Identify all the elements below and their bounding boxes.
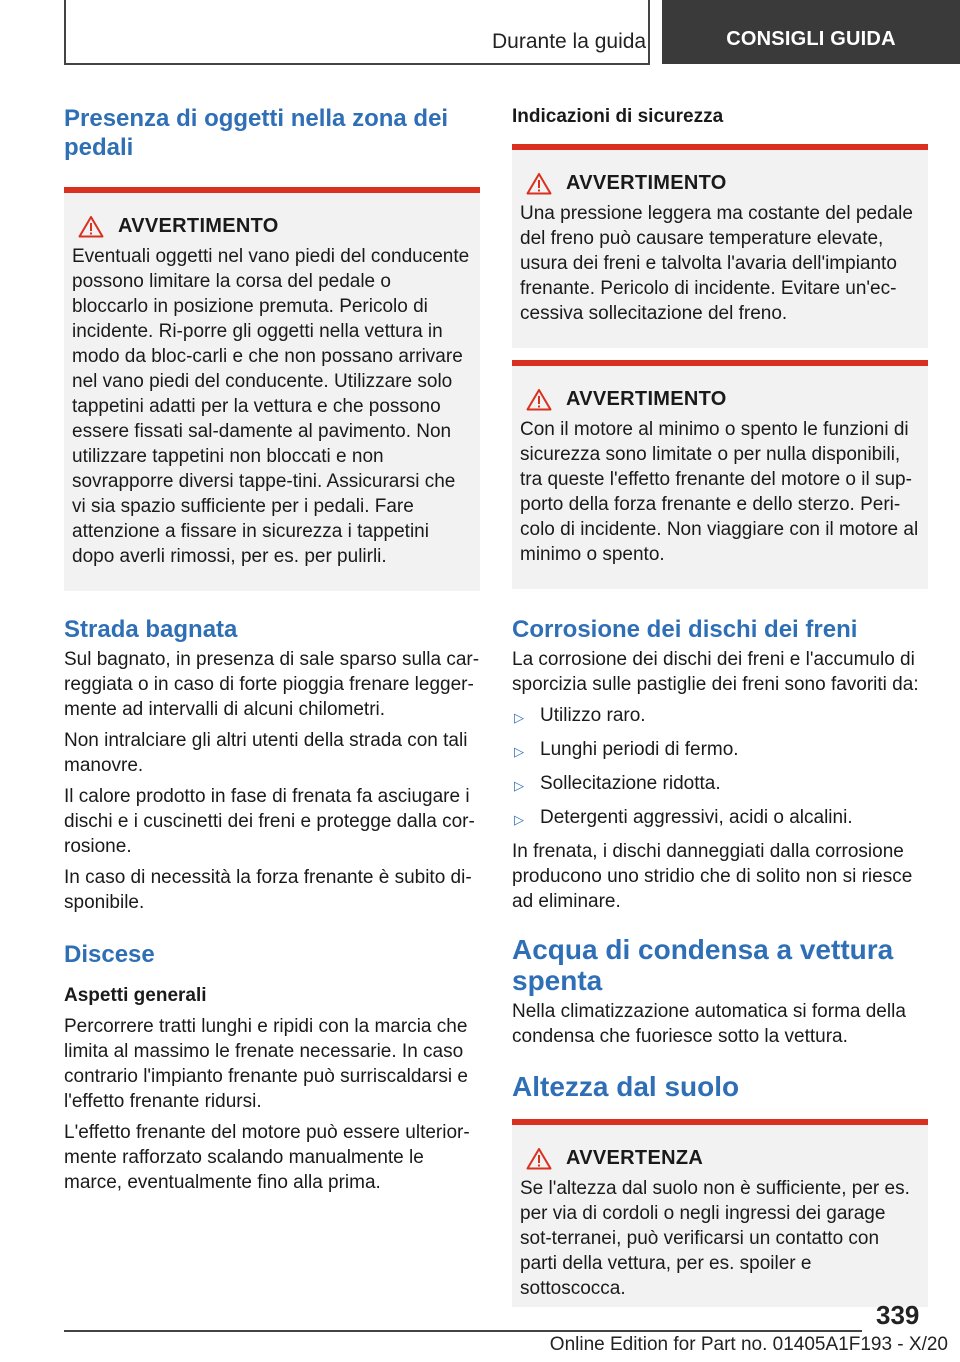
- bullet-triangle-icon: ▷: [514, 778, 524, 793]
- paragraph: Sul bagnato, in presenza di sale sparso sulla car-reggiata o in caso di forte pioggia frenare legger-mente ad intervalli di alcuni chilometri.: [64, 649, 480, 720]
- list-item: ▷ Detergenti aggressivi, acidi o alcalini.: [512, 805, 928, 832]
- warning-title: AVVERTENZA: [566, 1147, 704, 1169]
- paragraph: L'effetto frenante del motore può essere ulterior-mente rafforzato scalando manualmente le marce, eventualmente fino alla prima.: [64, 1122, 470, 1193]
- warning-box-engine-idle: [512, 360, 928, 589]
- heading-condensation: Acqua di condensa a vettura spenta: [512, 934, 894, 996]
- paragraph: Nella climatizzazione automatica si forma della condensa che fuoriesce sotto la vettura.: [512, 1001, 906, 1047]
- paragraph: Non intralciare gli altri utenti della strada con tali manovre.: [64, 730, 468, 776]
- list-item: ▷ Lunghi periodi di fermo.: [512, 737, 928, 764]
- footer-divider: [64, 1330, 862, 1332]
- header-divider-mid: [648, 0, 650, 64]
- header-divider-bottom: [64, 63, 650, 65]
- list-item: ▷ Sollecitazione ridotta.: [512, 771, 928, 798]
- right-column: [512, 100, 928, 1307]
- warning-triangle-icon: [78, 215, 104, 238]
- warning-triangle-icon: [526, 1147, 552, 1170]
- warning-box-ground-clearance: [512, 1119, 928, 1307]
- heading-brake-corrosion: Corrosione dei dischi dei freni: [512, 616, 858, 643]
- warning-box-brake-pressure: [512, 144, 928, 348]
- subheading-general: Aspetti generali: [64, 985, 207, 1006]
- header-chapter-tab: [662, 0, 960, 64]
- corrosion-causes-list: [512, 703, 928, 832]
- warning-title: AVVERTIMENTO: [566, 172, 727, 194]
- bullet-triangle-icon: ▷: [514, 812, 524, 827]
- warning-text: Con il motore al minimo o spento le funzioni di sicurezza sono limitate o per nulla disponibili, tra queste l'effetto frenante del motore o il sup-porto della forza frenante e dello sterzo. Peri-colo di incidente. Non viaggiare con il motore al minimo o spento.: [520, 419, 919, 565]
- warning-text: Se l'altezza dal suolo non è sufficiente, per es. per via di cordoli o negli ingressi dei garage sot-terranei, può verificarsi un contatto con parti della vettura, per es. spoiler e sottoscocca.: [520, 1178, 910, 1299]
- heading-pedal-objects: Presenza di oggetti nella zona dei pedali: [64, 105, 449, 161]
- paragraph: Il calore prodotto in fase di frenata fa asciugare i dischi e i cuscinetti dei freni e protegge dalla cor-rosione.: [64, 786, 475, 857]
- heading-ground-clearance: Altezza dal suolo: [512, 1071, 740, 1102]
- bullet-triangle-icon: ▷: [514, 710, 524, 725]
- header-divider-left: [64, 0, 66, 64]
- header-chapter-label: CONSIGLI GUIDA: [726, 27, 896, 50]
- heading-wet-road: Strada bagnata: [64, 616, 238, 643]
- paragraph: La corrosione dei dischi dei freni e l'accumulo di sporcizia sulle pastiglie dei freni sono favoriti da:: [512, 649, 919, 695]
- paragraph: In frenata, i dischi danneggiati dalla corrosione producono uno stridio che di solito non si riesce ad eliminare.: [512, 841, 913, 912]
- warning-text: Eventuali oggetti nel vano piedi del conducente possono limitare la corsa del pedale o bloccarlo in posizione premuta. Pericolo di incidente. Ri-porre gli oggetti nella vettura in modo da bloc-carli e che non possano arrivare nel vano piedi del conducente. Utilizzare solo tappetini adatti per la vettura e che possono essere fissati sal-damente al pavimento. Non utilizzare tappetini non bloccati e non sovrapporre diversi tappe-tini. Assicurarsi che vi sia spazio sufficiente per i pedali. Fare attenzione a fissare in sicurezza i tappetini dopo averli rimossi, per es. per pulirli.: [72, 246, 470, 567]
- heading-descents: Discese: [64, 941, 155, 968]
- warning-triangle-icon: [526, 172, 552, 195]
- left-column: [64, 100, 480, 1195]
- bullet-triangle-icon: ▷: [514, 744, 524, 759]
- page-number: 339: [876, 1300, 920, 1330]
- warning-box-pedals: [64, 187, 480, 591]
- warning-title: AVVERTIMENTO: [118, 215, 279, 237]
- header-section-title: Durante la guida: [492, 30, 647, 53]
- subheading-safety: Indicazioni di sicurezza: [512, 106, 724, 127]
- list-item: ▷ Utilizzo raro.: [512, 703, 928, 730]
- warning-triangle-icon: [526, 388, 552, 411]
- warning-text: Una pressione leggera ma costante del pedale del freno può causare temperature elevate, usura dei freni e talvolta l'avaria dell'impianto frenante. Pericolo di incidente. Evitare un'ec-cessiva sollecitazione del freno.: [520, 203, 913, 324]
- warning-title: AVVERTIMENTO: [566, 388, 727, 410]
- footer-edition: Online Edition for Part no. 01405A1F193 - X/20: [549, 1334, 948, 1355]
- paragraph: Percorrere tratti lunghi e ripidi con la marcia che limita al massimo le frenate necessarie. In caso contrario l'impianto frenante può surriscaldarsi e l'effetto frenante ridursi.: [64, 1016, 468, 1112]
- paragraph: In caso di necessità la forza frenante è subito di-sponibile.: [64, 867, 472, 913]
